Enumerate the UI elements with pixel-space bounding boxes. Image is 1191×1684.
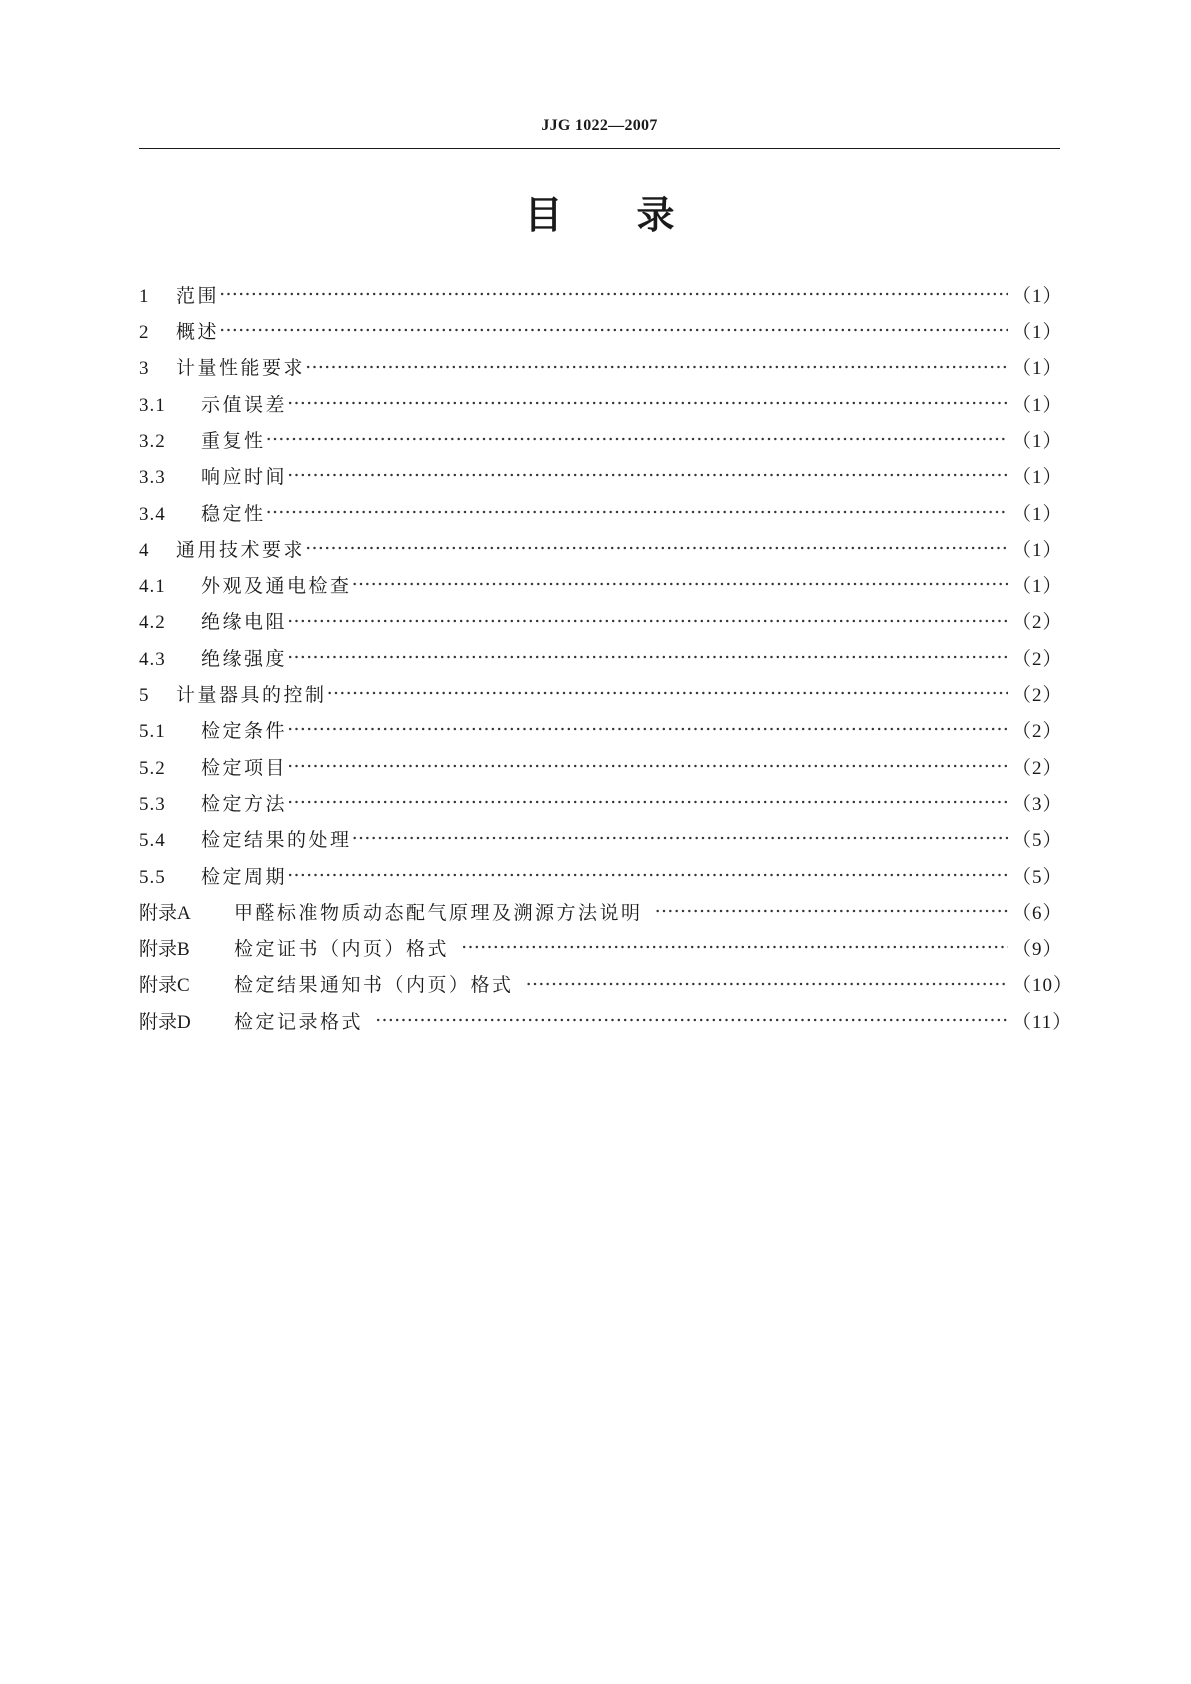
toc-entry-label: 响应时间 xyxy=(201,466,288,489)
header-divider xyxy=(139,148,1060,149)
toc-entry-label: 计量器具的控制 xyxy=(176,684,327,707)
page-title-char-1: 目 xyxy=(524,193,563,237)
toc-entry-label: 稳定性 xyxy=(201,502,266,525)
toc-entry-page-number: （1） xyxy=(1012,430,1063,452)
toc-leader-dots xyxy=(287,860,1008,883)
toc-entry-page-number: （2） xyxy=(1012,685,1063,707)
toc-entry-label: 绝缘强度 xyxy=(201,647,288,670)
toc-leader-dots xyxy=(287,715,1008,738)
toc-entry-page-number: （1） xyxy=(1012,358,1063,380)
toc-leader-dots xyxy=(327,678,1008,701)
toc-entry-number: 附录D xyxy=(139,1011,191,1033)
toc-entry[interactable] xyxy=(139,642,1063,678)
toc-entry[interactable] xyxy=(139,533,1063,569)
toc-leader-dots xyxy=(352,823,1008,846)
toc-leader-dots xyxy=(219,315,1008,338)
toc-entry-number: 2 xyxy=(139,322,150,344)
toc-entry-page-number: （1） xyxy=(1012,503,1063,525)
toc-entry-page-number: （5） xyxy=(1012,830,1063,852)
toc-entry-page-number: （2） xyxy=(1012,648,1063,670)
toc-entry-number: 5.5 xyxy=(139,866,166,888)
toc-leader-dots xyxy=(287,751,1008,774)
toc-entry[interactable] xyxy=(139,678,1063,714)
toc-entry-label: 检定记录格式 xyxy=(234,1010,364,1033)
toc-entry[interactable] xyxy=(139,969,1074,1005)
toc-entry-number: 附录B xyxy=(139,939,190,961)
toc-entry-number: 4.3 xyxy=(139,648,166,670)
toc-leader-dots xyxy=(375,1005,1008,1028)
toc-entry-number: 附录C xyxy=(139,975,190,997)
toc-entry[interactable] xyxy=(139,352,1063,388)
toc-entry[interactable] xyxy=(139,1005,1073,1041)
toc-entry[interactable] xyxy=(139,932,1063,968)
toc-entry-page-number: （2） xyxy=(1012,757,1063,779)
toc-entry-number: 1 xyxy=(139,285,150,307)
toc-entry-label: 范围 xyxy=(176,284,220,307)
toc-entry-label: 检定证书（内页）格式 xyxy=(234,938,450,961)
toc-entry-number: 3 xyxy=(139,358,150,380)
toc-entry-page-number: （1） xyxy=(1012,467,1063,489)
toc-leader-dots xyxy=(287,606,1008,629)
toc-entry-label: 检定方法 xyxy=(201,792,288,815)
toc-leader-dots xyxy=(287,642,1008,665)
toc-entry[interactable] xyxy=(139,279,1063,315)
toc-entry-number: 4.2 xyxy=(139,612,166,634)
toc-entry-label: 外观及通电检查 xyxy=(201,575,352,598)
page-title-char-2: 录 xyxy=(636,193,675,237)
toc-entry[interactable] xyxy=(139,787,1063,823)
toc-entry-number: 5.4 xyxy=(139,830,166,852)
toc-leader-dots xyxy=(461,932,1008,955)
toc-entry[interactable] xyxy=(139,715,1063,751)
page-title xyxy=(139,193,1060,237)
toc-entry-page-number: （1） xyxy=(1012,322,1063,344)
toc-entry[interactable] xyxy=(139,751,1063,787)
toc-entry-page-number: （1） xyxy=(1012,539,1063,561)
toc-entry-page-number: （1） xyxy=(1012,285,1063,307)
toc-entry-label: 计量性能要求 xyxy=(176,357,306,380)
toc-entry-page-number: （2） xyxy=(1012,721,1063,743)
toc-entry-label: 重复性 xyxy=(201,429,266,452)
toc-entry[interactable] xyxy=(139,424,1063,460)
toc-entry-number: 4 xyxy=(139,539,150,561)
toc-entry-label: 通用技术要求 xyxy=(176,538,306,561)
toc-entry-number: 5.1 xyxy=(139,721,166,743)
toc-leader-dots xyxy=(287,787,1008,810)
toc-entry-label: 检定结果的处理 xyxy=(201,829,352,852)
toc-entry-number: 3.4 xyxy=(139,503,166,525)
toc-entry-label: 检定项目 xyxy=(201,756,288,779)
toc-entry[interactable] xyxy=(139,460,1063,496)
toc-entry[interactable] xyxy=(139,896,1063,932)
toc-leader-dots xyxy=(655,896,1008,919)
toc-entry[interactable] xyxy=(139,497,1063,533)
toc-entry-page-number: （2） xyxy=(1012,612,1063,634)
toc-entry-number: 3.1 xyxy=(139,394,166,416)
toc-entry-label: 概述 xyxy=(176,321,220,344)
toc-entry[interactable] xyxy=(139,388,1063,424)
toc-entry-page-number: （3） xyxy=(1012,793,1063,815)
toc-entry-page-number: （1） xyxy=(1012,576,1063,598)
toc-entry-number: 3.3 xyxy=(139,467,166,489)
toc-entry-number: 5.2 xyxy=(139,757,166,779)
standard-code-header: JJG 1022—2007 xyxy=(541,117,658,134)
toc-entry-number: 附录A xyxy=(139,902,191,924)
toc-entry[interactable] xyxy=(139,860,1063,896)
toc-entry-label: 示值误差 xyxy=(201,393,288,416)
toc-entry-number: 3.2 xyxy=(139,430,166,452)
toc-entry-page-number: （10） xyxy=(1012,975,1074,997)
toc-entry-label: 检定周期 xyxy=(201,865,288,888)
toc-entry[interactable] xyxy=(139,823,1063,859)
toc-entry-number: 5.3 xyxy=(139,793,166,815)
toc-entry-label: 甲醛标准物质动态配气原理及溯源方法说明 xyxy=(234,901,643,924)
toc-entry-page-number: （6） xyxy=(1012,902,1063,924)
toc-leader-dots xyxy=(219,279,1008,302)
toc-entry[interactable] xyxy=(139,315,1063,351)
toc-entry[interactable] xyxy=(139,569,1063,605)
toc-entry-page-number: （11） xyxy=(1012,1011,1073,1033)
toc-entry-label: 检定条件 xyxy=(201,720,288,743)
toc-entry[interactable] xyxy=(139,606,1063,642)
toc-leader-dots xyxy=(305,533,1008,556)
toc-entry-page-number: （1） xyxy=(1012,394,1063,416)
toc-entry-number: 5 xyxy=(139,685,150,707)
toc-leader-dots xyxy=(266,424,1008,447)
toc-entry-label: 检定结果通知书（内页）格式 xyxy=(234,974,514,997)
toc-leader-dots xyxy=(526,969,1008,992)
toc-entry-label: 绝缘电阻 xyxy=(201,611,288,634)
toc-entry-page-number: （5） xyxy=(1012,866,1063,888)
toc-leader-dots xyxy=(287,460,1008,483)
toc-leader-dots xyxy=(266,497,1008,520)
table-of-contents xyxy=(139,279,1074,1041)
toc-entry-number: 4.1 xyxy=(139,576,166,598)
toc-leader-dots xyxy=(352,569,1008,592)
toc-leader-dots xyxy=(305,352,1008,375)
toc-leader-dots xyxy=(287,388,1008,411)
toc-entry-page-number: （9） xyxy=(1012,939,1063,961)
